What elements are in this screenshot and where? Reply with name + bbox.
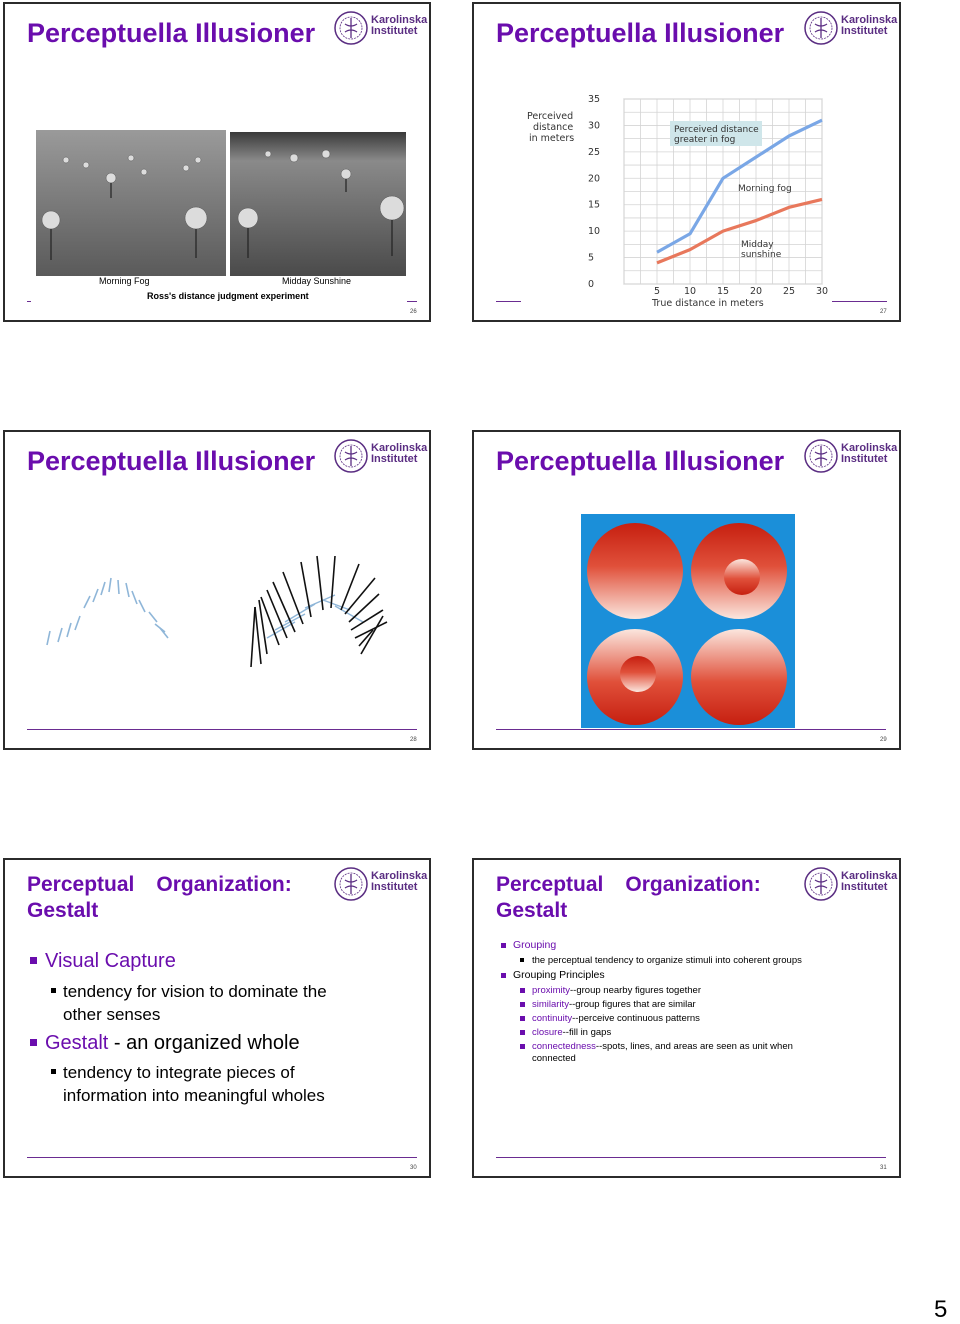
principle-term: closure (532, 1027, 563, 1038)
line-illusion-figure (5, 432, 430, 748)
slide-title: Perceptuella Illusioner (496, 446, 785, 476)
series-label-morning-fog: Morning fog (738, 184, 792, 194)
footer-line (27, 729, 417, 730)
footer-line (496, 301, 521, 302)
y-tick-label: 5 (588, 252, 595, 264)
slide-title: Perceptuella Illusioner (27, 446, 316, 476)
logo-line2: Institutet (371, 881, 418, 893)
slide-title (496, 872, 761, 924)
title-word-1: Perceptual (27, 873, 135, 896)
slide-number: 30 (410, 1165, 417, 1171)
x-tick-label: 5 (653, 286, 661, 297)
footer-line (27, 1157, 417, 1158)
slide-number: 29 (880, 737, 887, 743)
slide-30 (3, 858, 431, 1178)
principle-proximity (532, 984, 701, 997)
principle-term: proximity (532, 985, 571, 996)
bullet-visual-capture: Visual Capture (45, 950, 176, 972)
logo-line1: Karolinska (371, 14, 428, 26)
principle-term: connectedness (532, 1041, 596, 1052)
sub-line: tendency for vision to dominate the (63, 982, 327, 1001)
gestalt-def: - an organized whole (108, 1032, 300, 1054)
x-tick-label: 15 (716, 286, 730, 297)
logo-line2: Institutet (841, 453, 888, 465)
principle-closure (532, 1026, 611, 1039)
sub-bullet-grouping-def: the perceptual tendency to organize stimuli into coherent groups (532, 955, 802, 966)
x-tick-label: 10 (683, 286, 697, 297)
y-axis-label-1: Perceived (527, 111, 574, 122)
y-tick-label: 35 (588, 94, 601, 105)
seal-icon (803, 438, 839, 474)
title-word-2: Organization: (625, 873, 761, 896)
seal-icon (803, 866, 839, 902)
principle-continuity (532, 1012, 700, 1025)
footer-line (27, 301, 31, 302)
logo-line1: Karolinska (841, 442, 898, 454)
sub-line: other senses (63, 1005, 161, 1024)
principle-similarity (532, 998, 696, 1011)
title-word-2: Organization: (156, 873, 292, 896)
y-axis-label-2: distance (533, 122, 574, 133)
y-tick-label: 25 (588, 146, 601, 158)
y-tick-label: 20 (588, 173, 601, 185)
sub-line: information into meaningful wholes (63, 1086, 325, 1105)
karolinska-logo (333, 866, 428, 908)
logo-line1: Karolinska (841, 870, 898, 882)
logo-line2: Institutet (371, 453, 418, 465)
series-label-midday-2: sunshine (741, 250, 782, 260)
slide-number: 28 (410, 737, 417, 743)
bullet-grouping: Grouping (513, 939, 557, 951)
slide-title: Perceptuella Illusioner (496, 18, 785, 48)
shading-illusion-figure (581, 514, 795, 728)
slide-28 (3, 430, 431, 750)
logo-line1: Karolinska (371, 442, 428, 454)
footer-line (407, 301, 417, 302)
principle-desc: --group nearby figures together (570, 985, 701, 996)
slide-number: 26 (410, 309, 417, 315)
x-tick-label: 30 (815, 286, 829, 297)
karolinska-logo (803, 866, 898, 908)
principle-desc: --perceive continuous patterns (572, 1013, 700, 1024)
title-word-3: Gestalt (496, 899, 568, 922)
footer-line (832, 301, 887, 302)
slide-31 (472, 858, 901, 1178)
logo-line2: Institutet (841, 25, 888, 37)
series-label-midday-1: Midday (741, 240, 774, 250)
y-tick-label: 30 (588, 120, 601, 132)
distance-chart (474, 4, 899, 320)
logo-line1: Karolinska (841, 14, 898, 26)
slide-29 (472, 430, 901, 750)
sub-bullet-visual-capture (63, 980, 327, 1026)
slide-number: 31 (880, 1165, 887, 1171)
page-number: 5 (934, 1296, 948, 1323)
principle-term: continuity (532, 1013, 573, 1024)
principle-connectedness (532, 1040, 793, 1053)
caption-morning-fog: Morning Fog (99, 276, 150, 286)
x-tick-label: 20 (749, 286, 763, 297)
gestalt-term: Gestalt (45, 1032, 109, 1054)
principle-term: similarity (532, 999, 569, 1010)
seal-icon (333, 10, 369, 46)
logo-line2: Institutet (841, 881, 888, 893)
annotation-line2: greater in fog (674, 135, 736, 145)
y-tick-label: 0 (588, 279, 595, 290)
karolinska-logo (803, 438, 898, 480)
seal-icon (333, 866, 369, 902)
footer-line (496, 729, 886, 730)
title-word-3: Gestalt (27, 899, 99, 922)
logo-line2: Institutet (371, 25, 418, 37)
caption-midday-sunshine: Midday Sunshine (282, 276, 352, 286)
principle-connectedness-cont: connected (532, 1053, 576, 1064)
slide-title: Perceptuella Illusioner (27, 18, 316, 48)
annotation-line1: Perceived distance (674, 125, 759, 135)
y-tick-label: 15 (588, 199, 601, 211)
principle-desc: --spots, lines, and areas are seen as unit when (595, 1041, 793, 1052)
principle-desc: --fill in gaps (562, 1027, 612, 1038)
slide-27 (472, 2, 901, 322)
bullet-grouping-principles: Grouping Principles (513, 969, 605, 981)
sub-line: tendency to integrate pieces of (63, 1063, 295, 1082)
logo-line1: Karolinska (371, 870, 428, 882)
y-axis-label-3: in meters (529, 133, 575, 144)
karolinska-logo (333, 10, 428, 52)
footer-line (496, 1157, 886, 1158)
principle-desc: --group figures that are similar (568, 999, 696, 1010)
slide-number: 27 (880, 309, 887, 315)
y-tick-label: 10 (588, 226, 601, 238)
x-axis-label: True distance in meters (652, 298, 764, 309)
slide-26 (3, 2, 431, 322)
sub-bullet-gestalt (63, 1061, 325, 1107)
bullet-gestalt (45, 1032, 300, 1055)
caption-experiment: Ross's distance judgment experiment (147, 291, 309, 301)
fog-sunshine-photo (36, 130, 406, 276)
slide-title (27, 872, 292, 924)
x-tick-label: 25 (782, 286, 796, 297)
title-word-1: Perceptual (496, 873, 604, 896)
